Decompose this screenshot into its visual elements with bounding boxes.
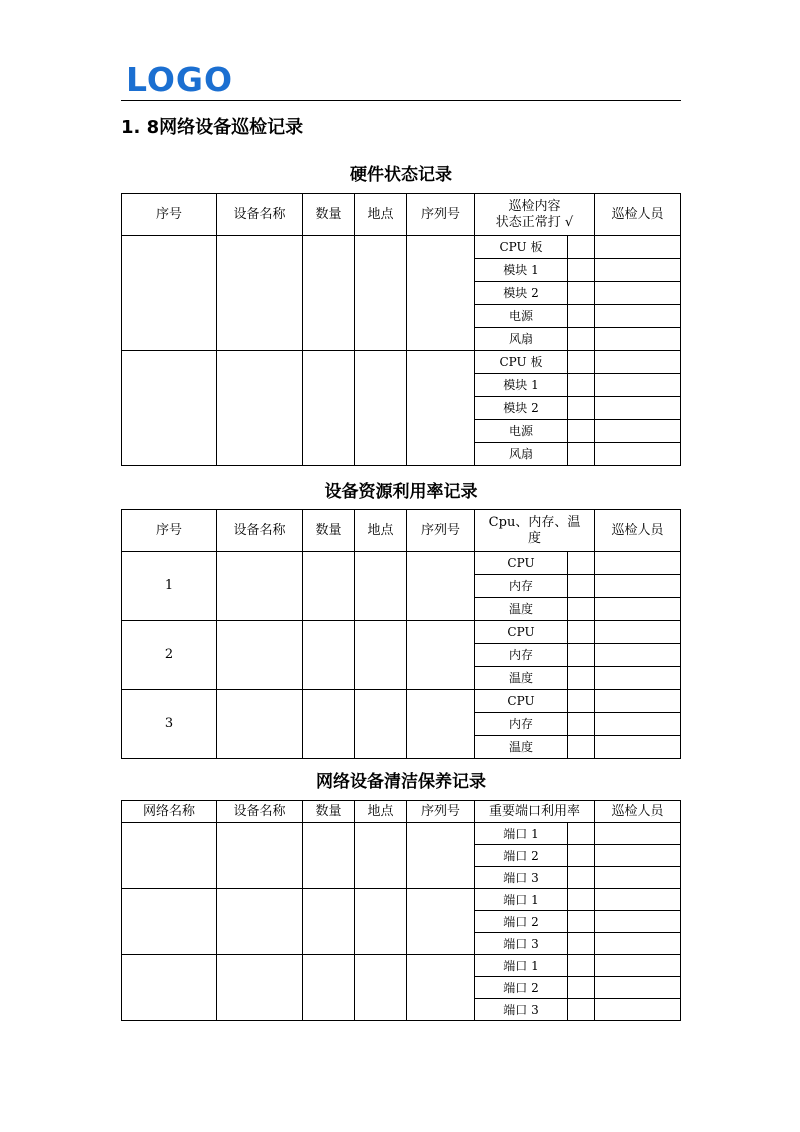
table-row: [122, 621, 681, 644]
value-cell: [568, 933, 595, 955]
item-label: 内存: [475, 644, 568, 667]
table1-title: 硬件状态记录: [350, 165, 452, 185]
inspector-cell: [595, 236, 681, 259]
header-cell: 网络名称: [122, 801, 217, 823]
cell-serial: [407, 823, 475, 889]
inspector-cell: [595, 889, 681, 911]
value-cell: [568, 889, 595, 911]
inspector-cell: [595, 713, 681, 736]
table-row: [122, 552, 681, 575]
cell-network-name: [122, 823, 217, 889]
cell-device-name: [217, 552, 303, 621]
header-cell-inspection: [475, 194, 595, 236]
cell-device-name: [217, 955, 303, 1021]
cell-serial: [407, 351, 475, 466]
inspector-cell: [595, 845, 681, 867]
inspector-cell: [595, 259, 681, 282]
table-row: [122, 889, 681, 911]
inspector-cell: [595, 598, 681, 621]
inspector-cell: [595, 351, 681, 374]
header-cell: 地点: [355, 194, 407, 236]
table3-title: 网络设备清洁保养记录: [316, 772, 486, 792]
table-header-row: [122, 801, 681, 823]
item-label: CPU: [475, 552, 568, 575]
inspector-cell: [595, 621, 681, 644]
item-label: 端口 3: [475, 867, 568, 889]
inspector-cell: [595, 823, 681, 845]
cell-quantity: [303, 823, 355, 889]
table2-title: 设备资源利用率记录: [324, 482, 478, 502]
header-cell: 数量: [303, 510, 355, 552]
cell-location: [355, 690, 407, 759]
header-cell: 设备名称: [217, 510, 303, 552]
inspector-cell: [595, 374, 681, 397]
header-line: 状态正常打 √: [495, 214, 574, 230]
table-row: [122, 955, 681, 977]
inspector-cell: [595, 667, 681, 690]
table-row: [122, 823, 681, 845]
header-cell: 巡检人员: [595, 194, 681, 236]
header-divider: [121, 100, 681, 101]
item-label: CPU 板: [475, 236, 568, 259]
cell-location: [355, 955, 407, 1021]
header-cell: 序号: [122, 510, 217, 552]
cell-serial: [407, 889, 475, 955]
cell-quantity: [303, 955, 355, 1021]
check-cell: [568, 259, 595, 282]
inspector-cell: [595, 420, 681, 443]
cell-location: [355, 236, 407, 351]
cell-quantity: [303, 690, 355, 759]
value-cell: [568, 845, 595, 867]
inspector-cell: [595, 397, 681, 420]
item-label: CPU: [475, 690, 568, 713]
item-label: 模块 1: [475, 259, 568, 282]
header-line: Cpu、内存、温: [488, 514, 581, 530]
inspector-cell: [595, 443, 681, 466]
inspector-cell: [595, 736, 681, 759]
table-row: [122, 351, 681, 374]
cell-network-name: [122, 889, 217, 955]
item-label: 模块 1: [475, 374, 568, 397]
item-label: 端口 3: [475, 933, 568, 955]
cell-device-name: [217, 621, 303, 690]
item-label: 温度: [475, 598, 568, 621]
cell-index: [122, 351, 217, 466]
item-label: 端口 3: [475, 999, 568, 1021]
value-cell: [568, 911, 595, 933]
value-cell: [568, 552, 595, 575]
header-cell: 序列号: [407, 510, 475, 552]
value-cell: [568, 621, 595, 644]
inspector-cell: [595, 690, 681, 713]
item-label: 端口 1: [475, 823, 568, 845]
cell-location: [355, 889, 407, 955]
item-label: 内存: [475, 575, 568, 598]
cell-location: [355, 823, 407, 889]
cell-quantity: [303, 351, 355, 466]
value-cell: [568, 644, 595, 667]
item-label: CPU 板: [475, 351, 568, 374]
value-cell: [568, 713, 595, 736]
value-cell: [568, 955, 595, 977]
header-cell: 数量: [303, 801, 355, 823]
item-label: 内存: [475, 713, 568, 736]
value-cell: [568, 823, 595, 845]
item-label: CPU: [475, 621, 568, 644]
value-cell: [568, 667, 595, 690]
cell-device-name: [217, 236, 303, 351]
cell-index: 3: [122, 690, 217, 759]
check-cell: [568, 420, 595, 443]
cell-location: [355, 351, 407, 466]
logo: LOGO: [126, 60, 234, 99]
cell-network-name: [122, 955, 217, 1021]
cell-index: 2: [122, 621, 217, 690]
check-cell: [568, 397, 595, 420]
table-header-row: [122, 194, 681, 236]
inspector-cell: [595, 552, 681, 575]
cell-device-name: [217, 823, 303, 889]
cell-serial: [407, 552, 475, 621]
header-cell: 数量: [303, 194, 355, 236]
item-label: 端口 1: [475, 955, 568, 977]
inspector-cell: [595, 955, 681, 977]
value-cell: [568, 690, 595, 713]
cleaning-maintenance-table: [121, 800, 681, 1021]
item-label: 端口 2: [475, 911, 568, 933]
hardware-status-table: [121, 193, 681, 466]
header-cell: 序列号: [407, 194, 475, 236]
check-cell: [568, 374, 595, 397]
item-label: 模块 2: [475, 397, 568, 420]
item-label: 端口 2: [475, 845, 568, 867]
check-cell: [568, 328, 595, 351]
item-label: 端口 1: [475, 889, 568, 911]
check-cell: [568, 282, 595, 305]
inspector-cell: [595, 933, 681, 955]
cell-quantity: [303, 236, 355, 351]
item-label: 温度: [475, 667, 568, 690]
section-title: 1. 8网络设备巡检记录: [121, 117, 304, 138]
header-cell-metrics: [475, 510, 595, 552]
inspector-cell: [595, 282, 681, 305]
item-label: 温度: [475, 736, 568, 759]
check-cell: [568, 443, 595, 466]
header-cell: 巡检人员: [595, 510, 681, 552]
header-cell: 设备名称: [217, 194, 303, 236]
value-cell: [568, 977, 595, 999]
table-header-row: [122, 510, 681, 552]
cell-index: 1: [122, 552, 217, 621]
header-cell: 地点: [355, 510, 407, 552]
inspector-cell: [595, 328, 681, 351]
cell-serial: [407, 236, 475, 351]
item-label: 风扇: [475, 328, 568, 351]
cell-serial: [407, 621, 475, 690]
inspector-cell: [595, 575, 681, 598]
cell-location: [355, 552, 407, 621]
item-label: 电源: [475, 420, 568, 443]
header-cell-port-usage: 重要端口利用率: [475, 801, 595, 823]
item-label: 模块 2: [475, 282, 568, 305]
header-cell: 序号: [122, 194, 217, 236]
cell-quantity: [303, 621, 355, 690]
inspector-cell: [595, 305, 681, 328]
inspector-cell: [595, 911, 681, 933]
value-cell: [568, 598, 595, 621]
item-label: 电源: [475, 305, 568, 328]
cell-device-name: [217, 351, 303, 466]
table-row: [122, 236, 681, 259]
value-cell: [568, 736, 595, 759]
check-cell: [568, 305, 595, 328]
inspector-cell: [595, 867, 681, 889]
table-row: [122, 690, 681, 713]
cell-device-name: [217, 690, 303, 759]
cell-index: [122, 236, 217, 351]
inspector-cell: [595, 977, 681, 999]
header-line: 巡检内容: [508, 198, 561, 214]
cell-serial: [407, 955, 475, 1021]
cell-quantity: [303, 552, 355, 621]
resource-usage-table: [121, 509, 681, 759]
header-cell: 巡检人员: [595, 801, 681, 823]
value-cell: [568, 867, 595, 889]
check-cell: [568, 351, 595, 374]
item-label: 风扇: [475, 443, 568, 466]
inspector-cell: [595, 999, 681, 1021]
header-cell: 序列号: [407, 801, 475, 823]
value-cell: [568, 999, 595, 1021]
cell-serial: [407, 690, 475, 759]
cell-location: [355, 621, 407, 690]
cell-quantity: [303, 889, 355, 955]
value-cell: [568, 575, 595, 598]
item-label: 端口 2: [475, 977, 568, 999]
header-cell: 设备名称: [217, 801, 303, 823]
header-line: 度: [527, 530, 541, 546]
check-cell: [568, 236, 595, 259]
inspector-cell: [595, 644, 681, 667]
header-cell: 地点: [355, 801, 407, 823]
cell-device-name: [217, 889, 303, 955]
